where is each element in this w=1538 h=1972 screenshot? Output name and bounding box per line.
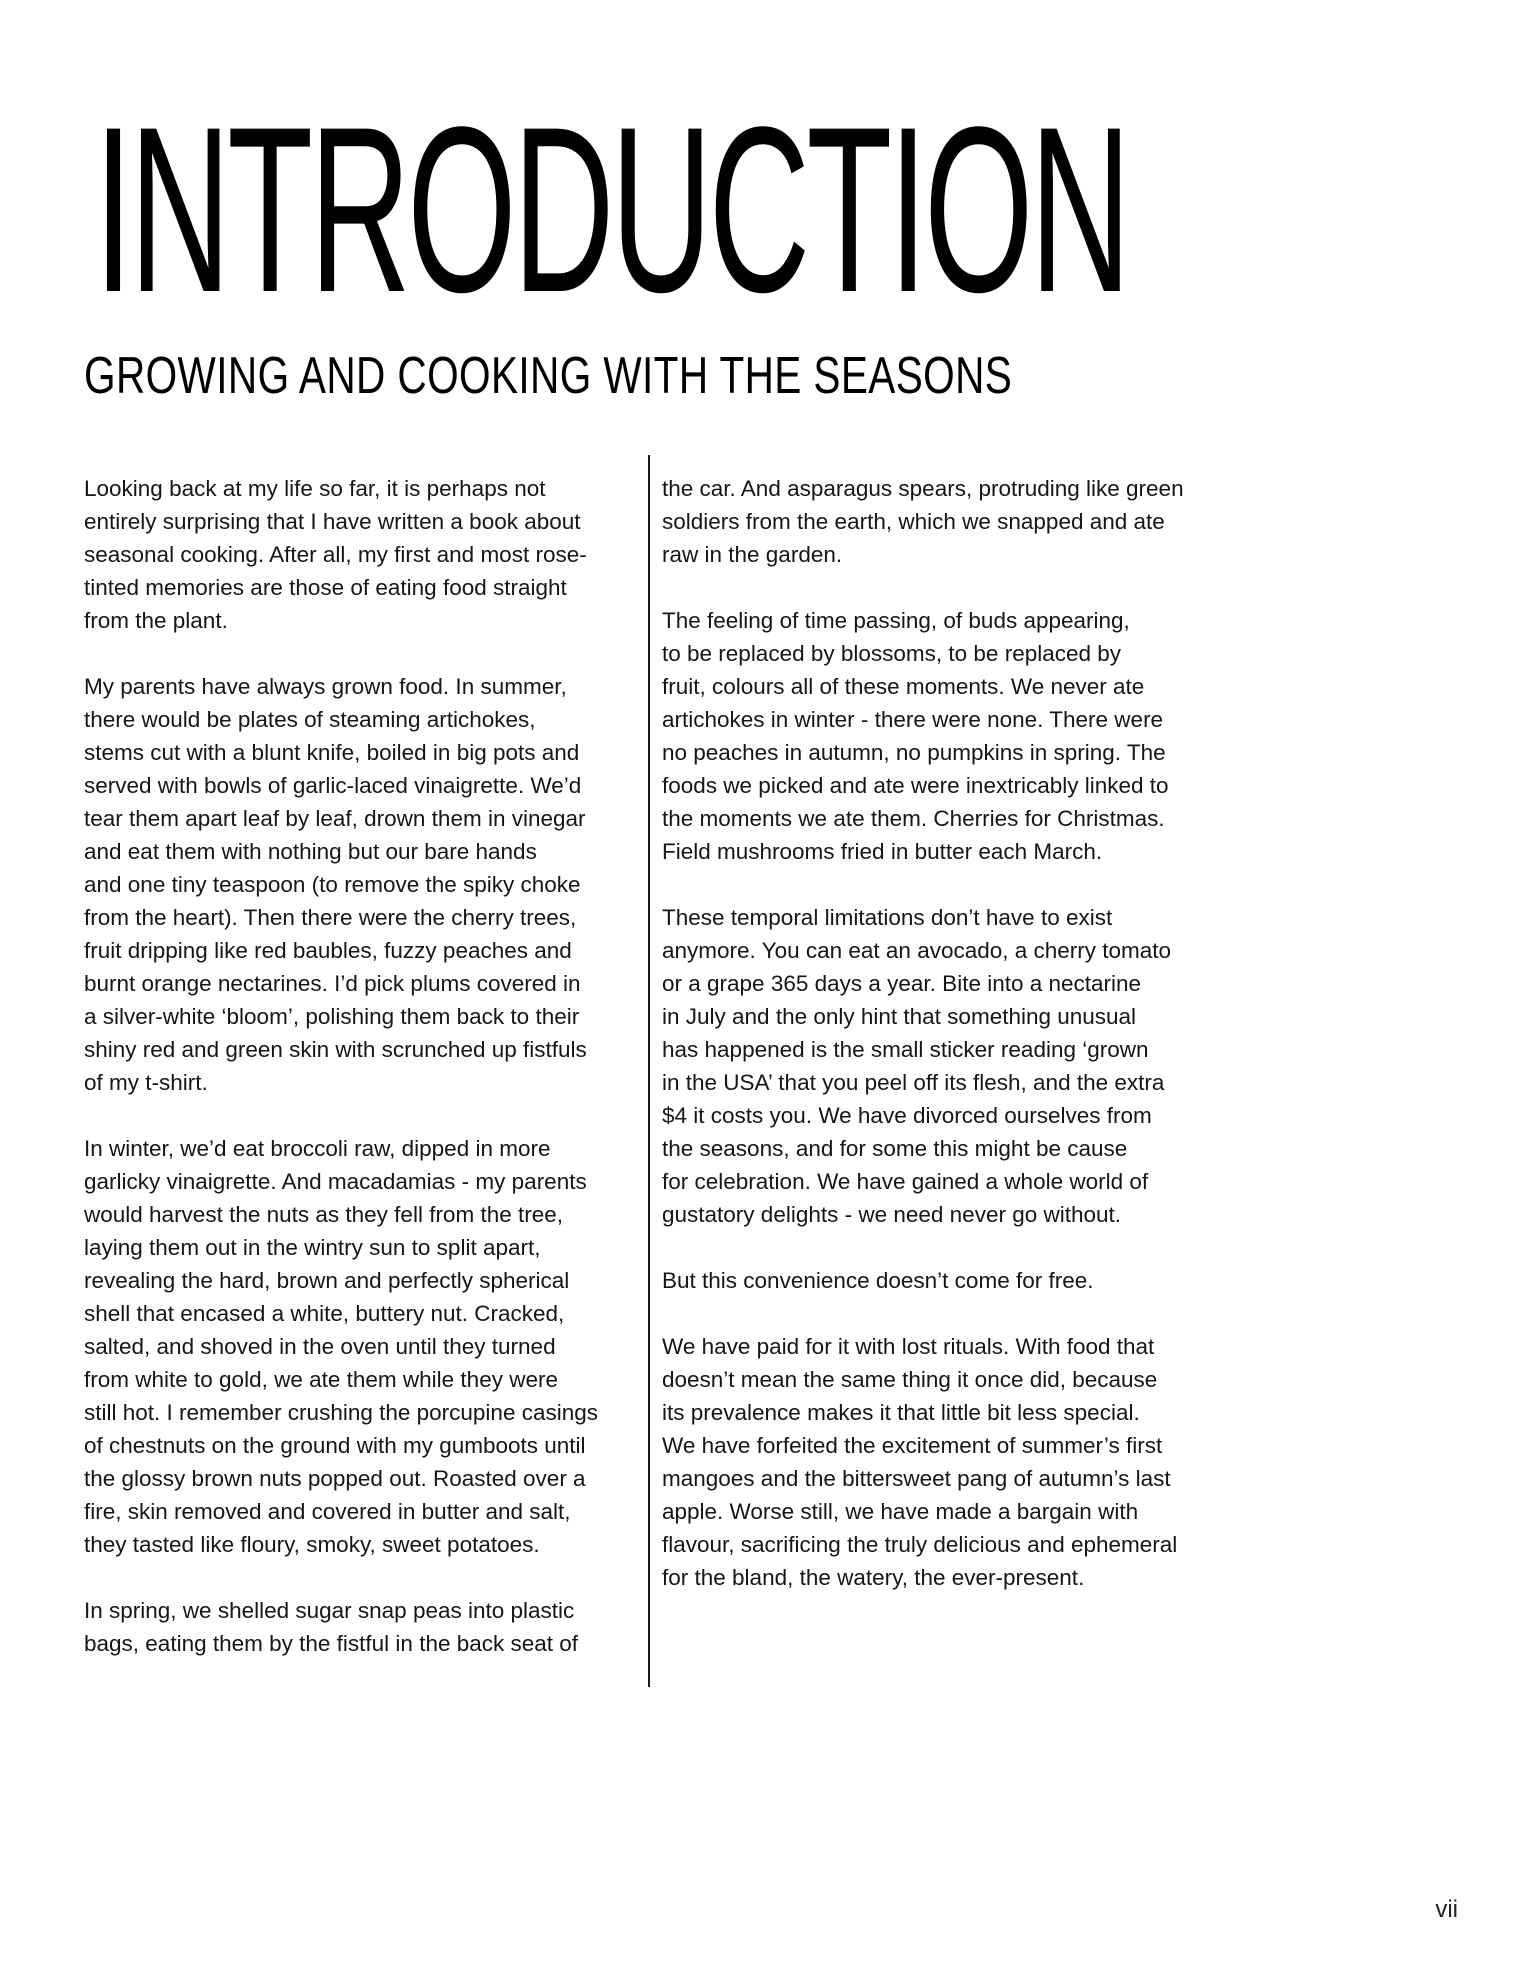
text-line: fruit dripping like red baubles, fuzzy peaches and [84, 938, 572, 963]
text-line: seasonal cooking. After all, my first and most rose- [84, 542, 587, 567]
text-line: would harvest the nuts as they fell from the tree, [84, 1202, 563, 1227]
text-line: $4 it costs you. We have divorced ourselves from [662, 1103, 1152, 1128]
text-line: fire, skin removed and covered in butter and salt, [84, 1499, 571, 1524]
text-line: of my t-shirt. [84, 1070, 208, 1095]
paragraph [84, 472, 704, 637]
text-line: flavour, sacrificing the truly delicious and ephemeral [662, 1532, 1178, 1557]
text-line: My parents have always grown food. In summer, [84, 674, 567, 699]
text-line: served with bowls of garlic-laced vinaigrette. We’d [84, 773, 582, 798]
text-line: in July and the only hint that something unusual [662, 1004, 1137, 1029]
text-line: fruit, colours all of these moments. We never ate [662, 674, 1145, 699]
text-line: the moments we ate them. Cherries for Christmas. [662, 806, 1165, 831]
text-line: bags, eating them by the fistful in the back seat of [84, 1631, 579, 1656]
paragraph [84, 670, 704, 1099]
text-line: from the plant. [84, 608, 228, 633]
text-line: tear them apart leaf by leaf, drown them in vinegar [84, 806, 586, 831]
text-line: anymore. You can eat an avocado, a cherry tomato [662, 938, 1172, 963]
paragraph [84, 1132, 704, 1561]
text-line: shiny red and green skin with scrunched up fistfuls [84, 1037, 587, 1062]
text-line: doesn’t mean the same thing it once did, because [662, 1367, 1158, 1392]
column-divider [648, 455, 650, 1687]
text-line: they tasted like floury, smoky, sweet potatoes. [84, 1532, 540, 1557]
text-line: gustatory delights - we need never go without. [662, 1202, 1122, 1227]
text-line: entirely surprising that I have written a book about [84, 509, 581, 534]
text-line: still hot. I remember crushing the porcupine casings [84, 1400, 598, 1425]
paragraph [84, 1594, 704, 1660]
paragraph [662, 901, 1282, 1231]
text-line: from the heart). Then there were the cherry trees, [84, 905, 577, 930]
text-line: salted, and shoved in the oven until they turned [84, 1334, 556, 1359]
text-line: to be replaced by blossoms, to be replaced by [662, 641, 1122, 666]
text-line: tinted memories are those of eating food straight [84, 575, 567, 600]
text-line: In winter, we’d eat broccoli raw, dipped in more [84, 1136, 551, 1161]
text-line: mangoes and the bittersweet pang of autumn’s last [662, 1466, 1171, 1491]
text-line: burnt orange nectarines. I’d pick plums covered in [84, 971, 581, 996]
text-line: Looking back at my life so far, it is perhaps not [84, 476, 546, 501]
paragraph [662, 472, 1282, 571]
text-line: These temporal limitations don’t have to exist [662, 905, 1113, 930]
text-line: garlicky vinaigrette. And macadamias - my parents [84, 1169, 587, 1194]
page-number: vii [1435, 1896, 1458, 1923]
text-line: a silver-white ‘bloom’, polishing them back to their [84, 1004, 580, 1029]
text-line: for the bland, the watery, the ever-present. [662, 1565, 1085, 1590]
text-line: raw in the garden. [662, 542, 843, 567]
text-line: But this convenience doesn’t come for free. [662, 1268, 1094, 1293]
text-line: Field mushrooms fried in butter each March. [662, 839, 1103, 864]
text-line: The feeling of time passing, of buds appearing, [662, 608, 1130, 633]
text-line: no peaches in autumn, no pumpkins in spring. The [662, 740, 1166, 765]
text-line: We have paid for it with lost rituals. With food that [662, 1334, 1155, 1359]
text-line: apple. Worse still, we have made a bargain with [662, 1499, 1139, 1524]
text-line: laying them out in the wintry sun to split apart, [84, 1235, 541, 1260]
text-line: from white to gold, we ate them while they were [84, 1367, 558, 1392]
paragraph [662, 1330, 1282, 1594]
text-line: and eat them with nothing but our bare hands [84, 839, 537, 864]
text-line: and one tiny teaspoon (to remove the spiky choke [84, 872, 581, 897]
text-line: its prevalence makes it that little bit less special. [662, 1400, 1140, 1425]
text-line: of chestnuts on the ground with my gumboots until [84, 1433, 586, 1458]
text-line: has happened is the small sticker reading ‘grown [662, 1037, 1149, 1062]
text-line: there would be plates of steaming artichokes, [84, 707, 536, 732]
paragraph [662, 604, 1282, 868]
text-line: in the USA’ that you peel off its flesh, and the extra [662, 1070, 1165, 1095]
text-line: In spring, we shelled sugar snap peas into plastic [84, 1598, 575, 1623]
text-line: foods we picked and ate were inextricably linked to [662, 773, 1169, 798]
text-line: the glossy brown nuts popped out. Roasted over a [84, 1466, 586, 1491]
left-text-column [84, 472, 704, 1693]
text-line: revealing the hard, brown and perfectly spherical [84, 1268, 570, 1293]
text-line: the seasons, and for some this might be cause [662, 1136, 1128, 1161]
text-line: the car. And asparagus spears, protruding like green [662, 476, 1184, 501]
text-line: soldiers from the earth, which we snapped and ate [662, 509, 1165, 534]
paragraph [662, 1264, 1282, 1297]
page-subtitle: GROWING AND COOKING WITH THE SEASONS [84, 347, 1013, 405]
page-title: INTRODUCTION [94, 78, 1128, 342]
text-line: stems cut with a blunt knife, boiled in big pots and [84, 740, 580, 765]
text-line: artichokes in winter - there were none. There were [662, 707, 1164, 732]
right-text-column [662, 472, 1282, 1627]
text-line: for celebration. We have gained a whole world of [662, 1169, 1149, 1194]
text-line: or a grape 365 days a year. Bite into a nectarine [662, 971, 1142, 996]
text-line: shell that encased a white, buttery nut. Cracked, [84, 1301, 565, 1326]
text-line: We have forfeited the excitement of summer’s first [662, 1433, 1163, 1458]
